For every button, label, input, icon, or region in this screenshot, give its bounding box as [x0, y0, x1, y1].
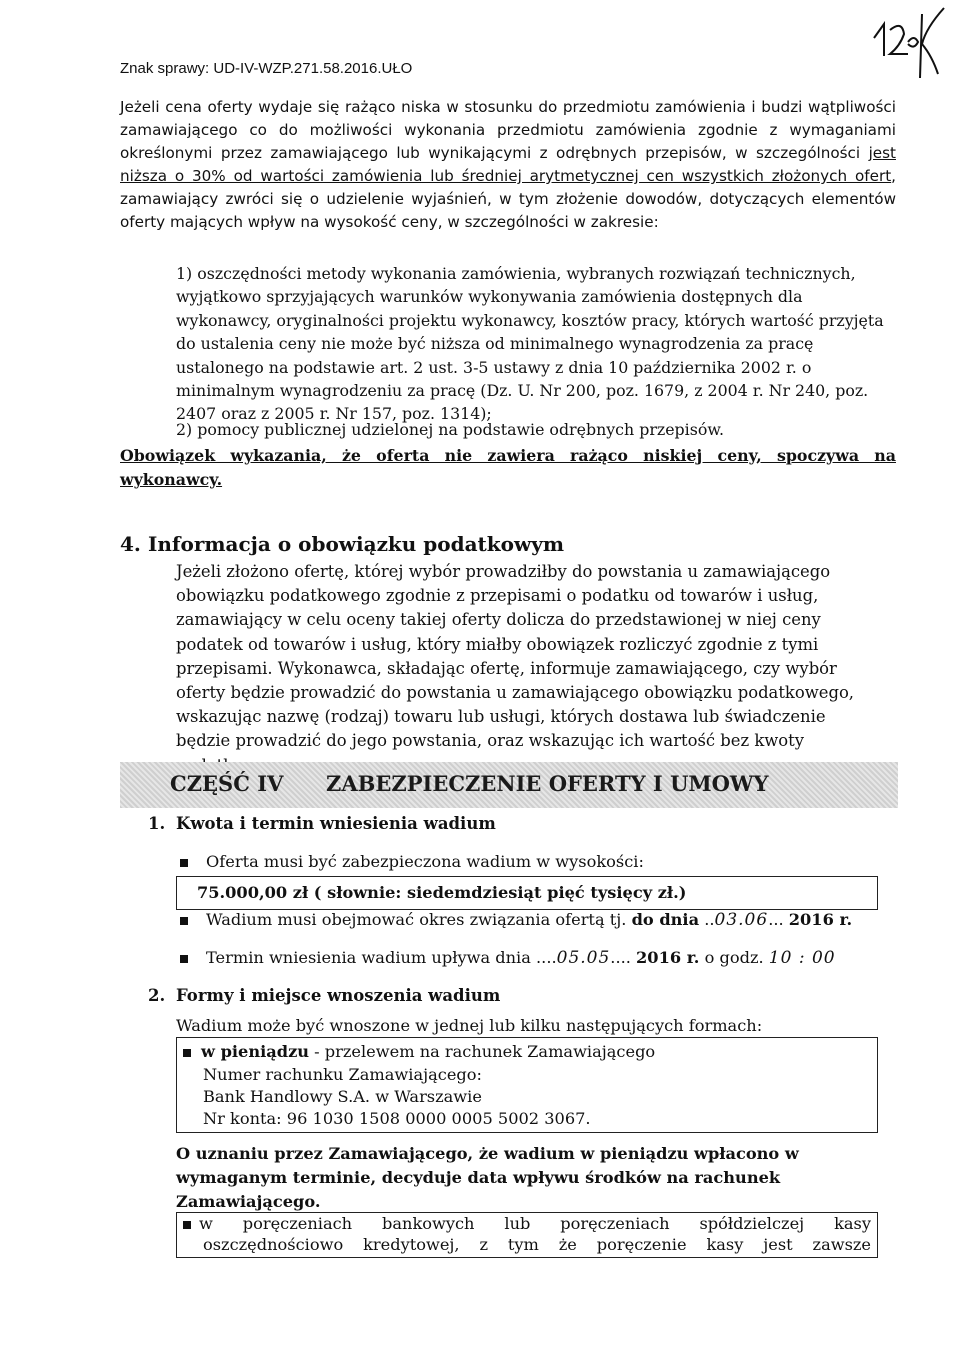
- paragraph-text: , zamawiający zwróci się o udzielenie wyjaśnień, w tym złożenie dowodów, dotyczących elementów oferty mających wpływ na wysokość ceny, w szczególności w zakresie:: [120, 167, 896, 231]
- deadline-row: Termin wniesienia wadium upływa dnia ....05.05.... 2016 r. o godz. 10 : 00: [180, 948, 836, 968]
- account-label: Numer rachunku Zamawiającego:: [203, 1065, 482, 1084]
- validity-date-handwritten: 03.06: [714, 910, 769, 930]
- bullet-icon: [183, 1049, 191, 1057]
- handwritten-mark-drawing: [862, 4, 952, 82]
- guarantee-line-1: [183, 1214, 871, 1233]
- deadline-time-label: o godz.: [704, 948, 764, 967]
- handwritten-page-number: [862, 4, 952, 82]
- cash-label: w pieniądzu: [201, 1042, 310, 1061]
- validity-year: 2016 r.: [788, 910, 853, 929]
- subsection-title: Kwota i termin wniesienia wadium: [176, 814, 496, 833]
- subsection-title: Formy i miejsce wnoszenia wadium: [176, 986, 501, 1005]
- amount-intro: Oferta musi być zabezpieczona wadium w wysokości:: [206, 852, 644, 871]
- bullet-icon: [180, 955, 188, 963]
- validity-row: Wadium musi obejmować okres związania ofertą tj. do dnia ..03.06... 2016 r.: [180, 910, 852, 930]
- guarantee-box: [176, 1212, 878, 1258]
- amount-box: [176, 876, 878, 910]
- part-label: CZĘŚĆ IV: [170, 771, 284, 796]
- subsection-number: 1.: [148, 814, 166, 833]
- subsection-number: 2.: [148, 986, 166, 1005]
- amount-intro-row: [180, 852, 644, 871]
- validity-do: do dnia: [631, 910, 700, 929]
- deadline-time-handwritten: 10 : 00: [768, 948, 836, 968]
- list-item-1: 1) oszczędności metody wykonania zamówienia, wybranych rozwiązań technicznych, wyjątkowo sprzyjających warunków wykonywania zamówienia dostępnych dla wykonawcy, oryginalności projektu wykonawcy, kosztów pracy, których wartość przyjęta do ustalenia ceny nie może być niższa od minimalnego wynagrodzenia za pracę ustalonego na podstawie art. 2 ust. 3-5 ustawy z dnia 10 października 2002 r. o minimalnym wynagrodzeniu za pracę (Dz. U. Nr 200, poz. 1679, z 2004 r. Nr 240, poz. 2407 oraz z 2005 r. Nr 157, poz. 1314);: [176, 264, 884, 424]
- bullet-icon: [180, 917, 188, 925]
- subsection-heading-wadium: [148, 814, 496, 833]
- bank-name: Bank Handlowy S.A. w Warszawie: [203, 1087, 482, 1106]
- paragraph-text: Jeżeli cena oferty wydaje się rażąco niska w stosunku do przedmiotu zamówienia i budzi wątpliwości zamawiającego co do możliwości wykonania przedmiotu zamówienia zgodnie z wymaganiami określonymi przez zamawiającego lub wynikającymi z odrębnych przepisów, w szczególności: [120, 98, 896, 162]
- deadline-year: 2016 r.: [636, 948, 700, 967]
- case-reference: Znak sprawy: UD-IV-WZP.271.58.2016.UŁO: [120, 60, 413, 77]
- part-title: ZABEZPIECZENIE OFERTY I UMOWY: [326, 771, 769, 796]
- part-heading-band: [120, 762, 898, 808]
- forms-intro: Wadium może być wnoszone w jednej lub kilku następujących formach:: [176, 1016, 763, 1035]
- bullet-icon: [183, 1221, 191, 1229]
- abnormal-price-paragraph: [120, 96, 896, 234]
- paragraph-underlined-text: jest niższa o 30% od wartości zamówienia lub średniej arytmetycznej cen wszystkich złożonych ofert: [120, 144, 896, 185]
- section-title: Informacja o obowiązku podatkowym: [148, 532, 564, 556]
- cash-text: - przelewem na rachunek Zamawiającego: [309, 1042, 656, 1061]
- account-number: Nr konta: 96 1030 1508 0000 0005 5002 3067.: [203, 1109, 591, 1128]
- guarantee-text: w poręczeniach bankowych lub poręczeniach spółdzielczej kasy: [199, 1214, 871, 1233]
- cash-form-box: [176, 1037, 878, 1133]
- section-number: 4.: [120, 532, 141, 556]
- list-item-2: 2) pomocy publicznej udzielonej na podstawie odrębnych przepisów.: [176, 420, 724, 439]
- obligation-statement: Obowiązek wykazania, że oferta nie zawiera rażąco niskiej ceny, spoczywa na wykonawcy.: [120, 446, 896, 489]
- guarantee-line-2: oszczędnościowo kredytowej, z tym że poręczenie kasy jest zawsze: [203, 1235, 871, 1254]
- bullet-icon: [180, 859, 188, 867]
- receipt-note: O uznaniu przez Zamawiającego, że wadium w pieniądzu wpłacono w wymaganym terminie, decyduje data wpływu środków na rachunek Zamawiającego.: [176, 1144, 799, 1211]
- validity-label: Wadium musi obejmować okres związania ofertą tj.: [206, 910, 627, 929]
- amount-value: 75.000,00 zł ( słownie: siedemdziesiąt pięć tysięcy zł.): [197, 883, 687, 902]
- section-body: Jeżeli złożono ofertę, której wybór prowadziłby do powstania u zamawiającego obowiązku podatkowego zgodnie z przepisami o podatku od towarów i usług, zamawiający w celu oceny takiej oferty dolicza do przedstawionej w niej ceny podatek od towarów i usług, który miałby obowiązek rozliczyć zgodnie z tymi przepisami. Wykonawca, składając ofertę, informuje zamawiającego, czy wybór oferty będzie prowadzić do powstania u zamawiającego obowiązku podatkowego, wskazując nazwę (rodzaj) towaru lub usługi, których dostawa lub świadczenie będzie prowadzić do jego powstania, oraz wskazując ich wartość bez kwoty: [176, 562, 855, 751]
- subsection-heading-forms: [148, 986, 500, 1005]
- deadline-label: Termin wniesienia wadium upływa dnia: [206, 948, 531, 967]
- deadline-date-handwritten: 05.05: [556, 948, 611, 968]
- section-heading: [120, 532, 564, 556]
- cash-row: [183, 1042, 655, 1061]
